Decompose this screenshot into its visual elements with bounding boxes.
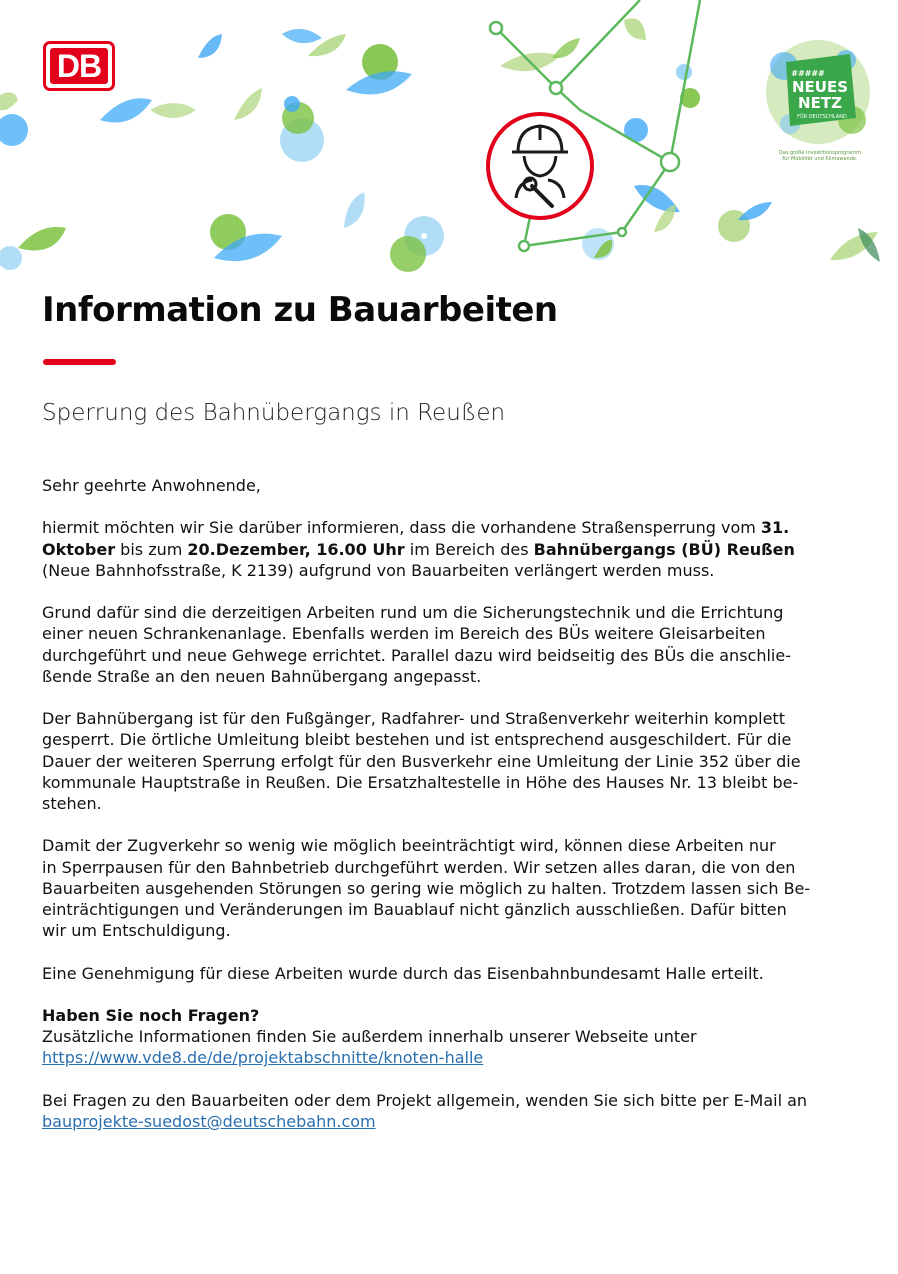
letter-body [42, 475, 862, 1153]
db-logo [43, 41, 115, 91]
badge-line1: NEUES [791, 78, 849, 96]
page-subtitle: Sperrung des Bahnübergangs in Reußen [42, 400, 506, 426]
badge-line2: NETZ [798, 94, 842, 112]
title-underline [43, 359, 116, 365]
website-link[interactable]: https://www.vde8.de/de/projektabschnitte/knoten-halle [42, 1048, 484, 1068]
email-link[interactable]: bauprojekte-suedost@deutschebahn.com [42, 1111, 376, 1131]
paragraph-1: hiermit möchten wir Sie darüber informieren, dass die vorhandene Straßensperrung vom 31. Oktober bis zum 20.Dezember, 16.00 Uhr im Bereich des Bahnübergangs (BÜ) Reußen (Neue Bahnhofsstraße, K 2139) aufgrund von Bauarbeiten verlängert werden muss. [42, 518, 795, 580]
contact-line: Bei Fragen zu den Bauarbeiten oder dem Projekt allgemein, wenden Sie sich bitte per E-Mail an [42, 1090, 808, 1110]
header-illustration [0, 0, 898, 280]
badge-top-line: ##### [791, 69, 825, 78]
badge-caption-2: für Mobilität und Klimawende. [782, 156, 858, 162]
questions-info: Zusätzliche Informationen finden Sie außerdem innerhalb unserer Webseite unter [42, 1027, 697, 1047]
paragraph-3: Der Bahnübergang ist für den Fußgänger, Radfahrer- und Straßenverkehr weiterhin komplett gesperrt. Die örtliche Umleitung bleibt bestehen und ist entsprechend ausgeschildert. Für die Dauer der weiteren Sperrung erfolgt für den Busverkehr eine Umleitung der Linie 352 über die kommunale Hauptstraße in Reußen. Die Ersatzhaltestelle in Höhe des Hauses Nr. 13 bleibt be- stehen. [42, 709, 801, 813]
badge-line3: FÜR DEUTSCHLAND [797, 114, 847, 120]
contact-section [42, 1090, 862, 1132]
paragraph-4: Damit der Zugverkehr so wenig wie möglich beeinträchtigt wird, können diese Arbeiten nur in Sperrpausen für den Bahnbetrieb durchgeführt werden. Wir setzen alles daran, die von den Bauarbeiten ausgehenden Störungen so gering wie möglich zu halten. Trotzdem lassen sich Be- einträchtigungen und Veränderungen im Bauablauf nicht gänzlich ausschließen. Dafür bitten wir um Entschuldigung. [42, 836, 811, 941]
page-title: Information zu Bauarbeiten [42, 290, 558, 330]
neues-netz-badge [766, 40, 870, 144]
greeting: Sehr geehrte Anwohnende, [42, 476, 261, 495]
construction-worker-icon [488, 114, 592, 218]
db-logo-text: DB [50, 48, 108, 84]
paragraph-2: Grund dafür sind die derzeitigen Arbeiten rund um die Sicherungstechnik und die Errichtung einer neuen Schrankenanlage. Ebenfalls werden im Bereich des BÜs weitere Gleisarbeiten durchgeführt und neue Gehwege errichtet. Parallel dazu wird beidseitig des BÜs die anschlie- ßende Straße an den neuen Bahnübergang angepasst. [42, 603, 791, 686]
paragraph-5: Eine Genehmigung für diese Arbeiten wurde durch das Eisenbahnbundesamt Halle erteilt. [42, 963, 764, 983]
questions-heading: Haben Sie noch Fragen? [42, 1005, 260, 1025]
leaf-decorations [0, 18, 880, 272]
badge-caption [775, 150, 865, 162]
questions-section [42, 1005, 862, 1069]
badge-caption-1: Das große Investitionsprogramm [778, 150, 862, 156]
